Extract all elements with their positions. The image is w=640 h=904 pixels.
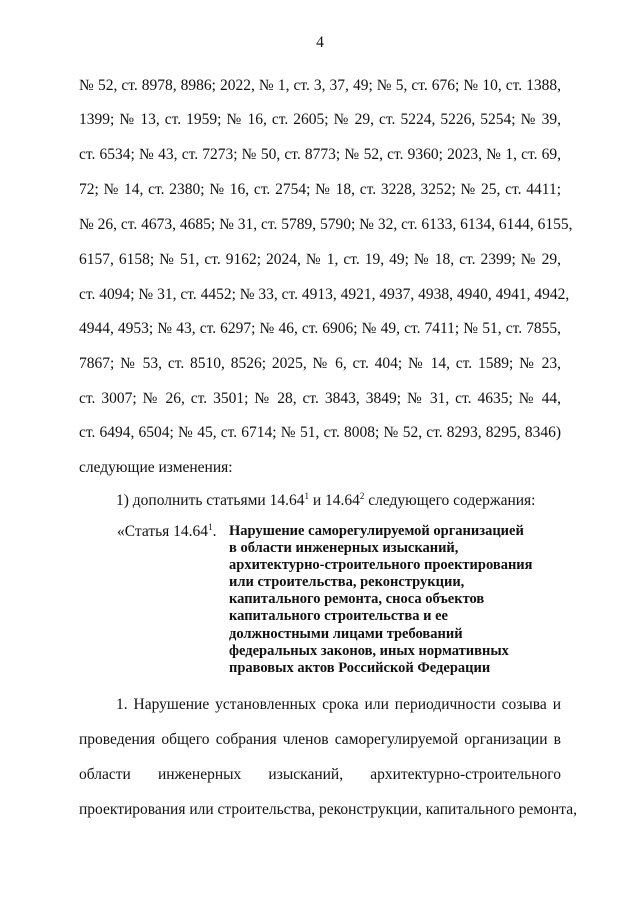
article-title-line-8: федеральных законов, иных нормативных xyxy=(229,642,509,659)
item-1-suffix: следующего содержания: xyxy=(364,492,536,509)
item-1-prefix: 1) дополнить статьями 14.64 xyxy=(116,492,305,509)
text-line-9: 7867; № 53, ст. 8510, 8526; 2025, № 6, ст. 404; № 14, ст. 1589; № 23, xyxy=(79,355,561,372)
text-line-8: 4944, 4953; № 43, ст. 6297; № 46, ст. 6906; № 49, ст. 7411; № 51, ст. 7855, xyxy=(79,320,561,337)
article-title-line-1: Нарушение саморегулируемой организацией xyxy=(229,523,524,539)
article-title-line-6: капитального строительства и ее xyxy=(229,608,448,625)
article-title xyxy=(229,523,569,677)
article-title-line-3: архитектурно-строительного проектирования xyxy=(229,557,533,574)
article-title-line-7: должностными лицами требований xyxy=(229,625,463,642)
text-line-2: 1399; № 13, ст. 1959; № 16, ст. 2605; № 29, ст. 5224, 5226, 5254; № 39, xyxy=(79,111,561,128)
part-1-line-2: проведения общего собрания членов саморегулируемой организации в xyxy=(79,731,561,748)
article-label-prefix: «Статья 14.64 xyxy=(117,523,209,540)
text-line-5: № 26, ст. 4673, 4685; № 31, ст. 5789, 5790; № 32, ст. 6133, 6134, 6144, 6155, xyxy=(79,216,573,233)
item-1-sup-2: 2 xyxy=(359,491,365,501)
part-1-line-3: области инженерных изысканий, архитектурно-строительного xyxy=(79,766,561,783)
article-title-line-2: в области инженерных изысканий, xyxy=(229,540,459,557)
text-line-1: № 52, ст. 8978, 8986; 2022, № 1, ст. 3, 37, 49; № 5, ст. 676; № 10, ст. 1388, xyxy=(79,77,561,94)
article-title-line-5: капитального ремонта, сноса объектов xyxy=(229,591,485,608)
article-title-line-9: правовых актов Российской Федерации xyxy=(229,659,491,676)
item-1-sup-1: 1 xyxy=(304,491,309,501)
text-line-7: ст. 4094; № 31, ст. 4452; № 33, ст. 4913, 4921, 4937, 4938, 4940, 4941, 4942, xyxy=(79,286,570,303)
text-line-10: ст. 3007; № 26, ст. 3501; № 28, ст. 3843, 3849; № 31, ст. 4635; № 44, xyxy=(79,390,561,407)
part-1-line-4: проектирования или строительства, реконструкции, капитального ремонта, xyxy=(79,801,577,818)
text-line-6: 6157, 6158; № 51, ст. 9162; 2024, № 1, ст. 19, 49; № 18, ст. 2399; № 29, xyxy=(79,251,561,268)
article-label xyxy=(117,523,216,541)
text-line-4: 72; № 14, ст. 2380; № 16, ст. 2754; № 18, ст. 3228, 3252; № 25, ст. 4411; xyxy=(79,181,561,198)
text-line-3: ст. 6534; № 43, ст. 7273; № 50, ст. 8773; № 52, ст. 9360; 2023, № 1, ст. 69, xyxy=(79,146,561,163)
item-1 xyxy=(116,492,535,510)
changes-line: следующие изменения: xyxy=(79,459,233,476)
article-label-sup: 1 xyxy=(208,522,213,532)
article-label-suffix: . xyxy=(212,523,217,540)
item-1-middle: и 14.64 xyxy=(308,492,360,509)
page-number: 4 xyxy=(316,34,324,51)
part-1-line-1: 1. Нарушение установленных срока или периодичности созыва и xyxy=(116,696,561,713)
text-line-11: ст. 6494, 6504; № 45, ст. 6714; № 51, ст. 8008; № 52, ст. 8293, 8295, 8346) xyxy=(79,424,561,441)
article-title-line-4: или строительства, реконструкции, xyxy=(229,574,465,591)
